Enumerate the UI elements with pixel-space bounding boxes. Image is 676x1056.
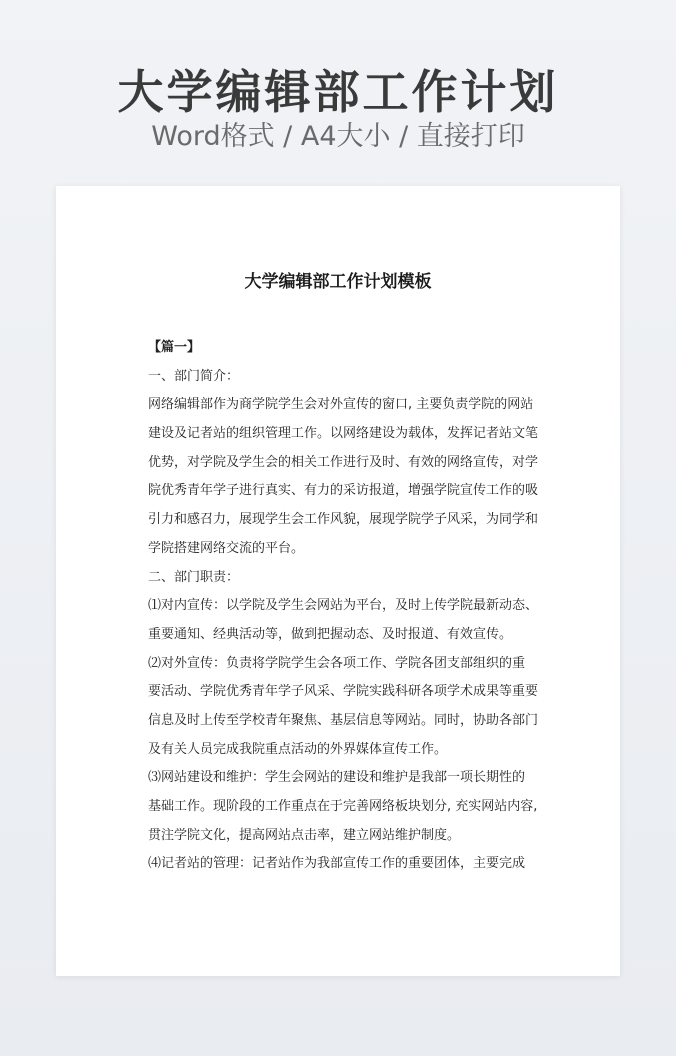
paragraph-line: 及有关人员完成我院重点活动的外界媒体宣传工作。 xyxy=(148,741,448,757)
section-heading: 【篇一】 xyxy=(148,340,201,355)
paragraph-line: 网络编辑部作为商学院学生会对外宣传的窗口, 主要负责学院的网站 xyxy=(148,397,534,413)
paragraph-line: 建设及记者站的组织管理工作。以网络建设为载体，发挥记者站文笔 xyxy=(148,426,539,442)
subheading-department-intro: 一、部门简介： xyxy=(148,368,240,384)
document-body xyxy=(148,334,539,879)
paragraph-line: 贯注学院文化，提高网站点击率，建立网站维护制度。 xyxy=(148,827,461,843)
subheading-department-duties: 二、部门职责： xyxy=(148,569,240,585)
paragraph-line: 引力和感召力，展现学生会工作风貌，展现学院学子风采，为同学和 xyxy=(148,512,539,528)
banner-subtitle: Word格式 / A4大小 / 直接打印 xyxy=(151,121,525,152)
paragraph-line: ⑴对内宣传：以学院及学生会网站为平台，及时上传学院最新动态、 xyxy=(148,598,539,614)
paragraph-line: 基础工作。现阶段的工作重点在于完善网络板块划分, 充实网站内容, xyxy=(148,799,538,814)
document-title: 大学编辑部工作计划模板 xyxy=(244,272,432,292)
paragraph-line: ⑶网站建设和维护：学生会网站的建设和维护是我部一项长期性的 xyxy=(148,770,526,786)
banner-title: 大学编辑部工作计划 xyxy=(117,65,559,119)
paragraph-line: 要活动、学院优秀青年学子风采、学院实践科研各项学术成果等重要 xyxy=(148,684,539,700)
paragraph-line: 重要通知、经典活动等，做到把握动态、及时报道、有效宣传。 xyxy=(148,626,513,642)
document-page xyxy=(56,186,620,976)
paragraph-line: 学院搭建网络交流的平台。 xyxy=(148,540,305,556)
paragraph-line: 优势，对学院及学生会的相关工作进行及时、有效的网络宣传，对学 xyxy=(148,454,539,470)
paragraph-line: 信息及时上传至学校青年聚焦、基层信息等网站。同时，协助各部门 xyxy=(148,712,539,728)
paragraph-line: ⑵对外宣传：负责将学院学生会各项工作、学院各团支部组织的重 xyxy=(148,655,526,671)
paragraph-line: 院优秀青年学子进行真实、有力的采访报道，增强学院宣传工作的吸 xyxy=(148,483,539,499)
paragraph-line: ⑷记者站的管理：记者站作为我部宣传工作的重要团体，主要完成 xyxy=(148,856,526,872)
